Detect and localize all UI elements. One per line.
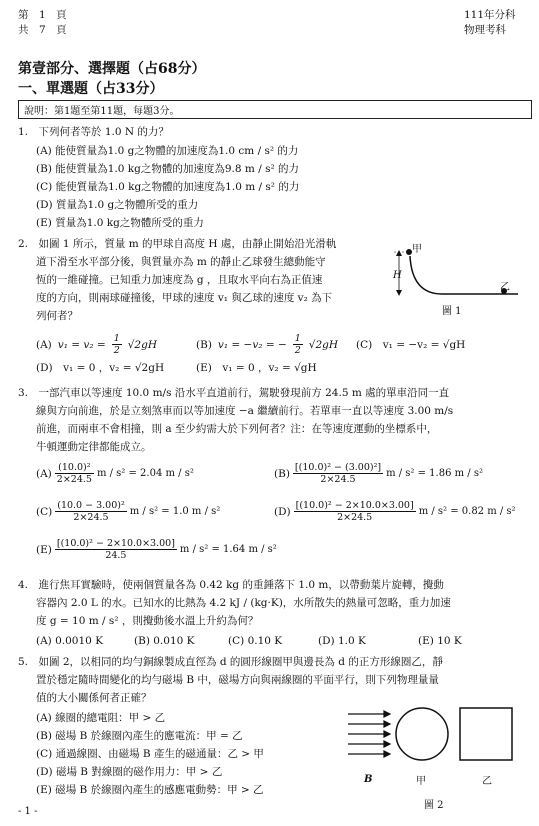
q5-stem-line-3: 值的大小關係何者正確？ xyxy=(36,692,152,704)
q2-stem-line-2: 道下滑至水平部分後，與質量亦為 m 的靜止乙球發生總動能守 xyxy=(36,256,326,268)
q5-stem-line-1: 5. 如圖 2，以相同的均勻銅線製成直徑為 d 的圓形線圈甲與邊長為 d 的正方形線圈乙，靜 xyxy=(18,656,443,668)
q5-option-a: (A) 線圈的總電阻：甲 > 乙 xyxy=(36,712,166,724)
exam-year: 111年分科 xyxy=(464,9,516,21)
q2-option-a: (A) v₁ = v₂ = $\frac{1}{2}$ √2gH xyxy=(36,333,157,356)
q2-stem-line-5: 列何者？ xyxy=(36,310,78,322)
circular-coil-jia xyxy=(396,708,448,760)
footer-page-number: - 1 - xyxy=(18,806,38,817)
q3-stem-line-4: 牛頓運動定律都能成立。 xyxy=(36,441,152,453)
q1-stem: 1. 下列何者等於 1.0 N 的力？ xyxy=(18,126,169,138)
q2-stem-line-4: 度的方向，則兩球碰撞後，甲球的速度 v₁ 與乙球的速度 v₂ 為下 xyxy=(36,292,333,304)
q4-stem-line-1: 4. 進行焦耳實驗時，使兩個質量各為 0.42 kg 的重錘落下 1.0 m，以帶動葉片旋轉，攪動 xyxy=(18,579,444,591)
q4-option-c: (C) 0.10 K xyxy=(228,635,283,647)
q3-option-b: (B) $\frac{\text{[(10.0)² − (3.00)²]}}{2\times 24.5}$ m / s² = 1.86 m / s² xyxy=(274,462,483,485)
q3-stem-line-2: 線與方向前進，於是立刻煞車而以等加速度 −a 繼續前行。若單車一直以等速度 3.00 m/s xyxy=(36,405,454,417)
section-title: 第壹部分、選擇題（占68分） xyxy=(18,61,206,77)
q1-option-d: (D) 質量為1.0 g之物體所受的重力 xyxy=(36,199,199,211)
height-arrow-bottom xyxy=(396,290,402,296)
q4-stem-line-3: 度 g = 10 m / s² ，則攪動後水溫上升約為何？ xyxy=(36,615,259,627)
q3-stem-line-1: 3. 一部汽車以等速度 10.0 m/s 沿水平直道前行，駕駛發現前方 24.5 m 處的單車沿同一直 xyxy=(18,387,450,399)
fig1-caption: 圖 1 xyxy=(442,306,462,317)
q2-stem-line-3: 恆的一維碰撞。已知重力加速度為 g ，且取水平向右為正值速 xyxy=(36,274,323,286)
fig2-jia-label: 甲 xyxy=(416,776,426,787)
fig1-jia-label: 甲 xyxy=(412,244,422,255)
q5-option-e: (E) 磁場 B 於線圈內產生的感應電動勢：甲 > 乙 xyxy=(36,784,264,796)
total-pages-label: 共 7 頁 xyxy=(18,24,67,36)
section-subtitle: 一、單選題（占33分） xyxy=(18,81,164,97)
square-coil-yi xyxy=(460,708,512,760)
q1-option-e: (E) 質量為1.0 kg之物體所受的重力 xyxy=(36,217,204,229)
q1-option-a: (A) 能使質量為1.0 g之物體的加速度為1.0 cm / s² 的力 xyxy=(36,145,299,157)
instruction-box: 說明：第1題至第11題，每題3分。 xyxy=(18,100,532,119)
q3-option-e: (E) $\frac{\text{[(10.0)² − 2×10.0×3.00]}}{24.5}$ m / s² = 1.64 m / s² xyxy=(36,538,277,561)
height-arrow-top xyxy=(396,250,402,256)
fig2-field-label: B xyxy=(364,774,373,785)
fig2-yi-label: 乙 xyxy=(482,776,492,787)
q5-option-d: (D) 磁場 B 對線圈的磁作用力：甲 > 乙 xyxy=(36,766,223,778)
q3-option-a: (A) $\frac{\text{(10.0)²}}{2\times 24.5}$ m / s² = 2.04 m / s² xyxy=(36,462,194,485)
q2-option-b: (B) v₁ = −v₂ = − $\frac{1}{2}$ √2gH xyxy=(196,333,339,356)
q3-option-d: (D) $\frac{\text{[(10.0)² − 2×10.0×3.00]}}{2\times 24.5}$ m / s² = 0.82 m / s² xyxy=(274,500,516,523)
q3-stem-line-3: 前進，而兩車不會相撞，則 a 至少約需大於下列何者？注：在等速度運動的坐標系中， xyxy=(36,423,438,435)
q4-stem-line-2: 容器內 2.0 L 的水。已知水的比熱為 4.2 kJ / (kg·K)，水所散失的熱量可忽略，重力加速 xyxy=(36,597,451,609)
fig1-yi-label: 乙 xyxy=(500,282,510,293)
magnetic-field-arrows xyxy=(348,711,390,757)
page-number-label: 第 1 頁 xyxy=(18,9,67,21)
q5-option-b: (B) 磁場 B 於線圈內產生的應電流：甲 = 乙 xyxy=(36,730,243,742)
q3-option-c: (C) $\frac{\text{(10.0 − 3.00)²}}{2\times 24.5}$ m / s² = 1.0 m / s² xyxy=(36,500,221,523)
q1-option-b: (B) 能使質量為1.0 kg之物體的加速度為9.8 m / s² 的力 xyxy=(36,163,300,175)
q1-option-c: (C) 能使質量為1.0 kg之物體的加速度為1.0 m / s² 的力 xyxy=(36,181,300,193)
fig2-caption: 圖 2 xyxy=(424,800,444,811)
figure-2-coils-diagram xyxy=(346,704,524,768)
q4-option-d: (D) 1.0 K xyxy=(318,635,366,647)
q2-option-d: (D) v₁ = 0 ，v₂ = √2gH xyxy=(36,362,165,374)
subject-label: 物理考科 xyxy=(464,24,506,36)
q2-option-c: (C) v₁ = −v₂ = √gH xyxy=(356,339,466,351)
q4-option-b: (B) 0.010 K xyxy=(134,635,195,647)
q5-option-c: (C) 通過線圈、由磁場 B 產生的磁通量：乙 > 甲 xyxy=(36,748,264,760)
q5-stem-line-2: 置於穩定隨時間變化的均勻磁場 B 中，磁場方向與兩線圈的平面平行，則下列物理量量 xyxy=(36,674,439,686)
q2-option-e: (E) v₁ = 0 ，v₂ = √gH xyxy=(196,362,317,374)
q2-stem-line-1: 2. 如圖 1 所示，質量 m 的甲球自高度 H 處，由靜止開始沿光滑軌 xyxy=(18,238,337,250)
q4-option-a: (A) 0.0010 K xyxy=(36,635,104,647)
fig1-height-label: H xyxy=(393,270,402,281)
q4-option-e: (E) 10 K xyxy=(418,635,462,647)
